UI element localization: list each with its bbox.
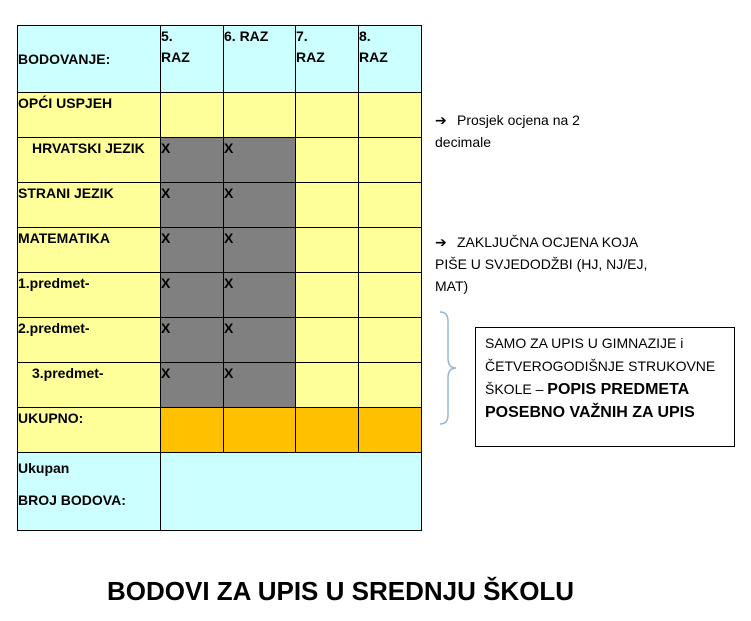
table-cell: X <box>224 138 296 183</box>
arrow-right-icon: ➔ <box>435 112 447 128</box>
scoring-table <box>17 25 422 531</box>
final-grade-note-text: ZAKLJUČNA OCJENA KOJA PIŠE U SVJEDODŽBI (HJ, NJ/EJ, MAT) <box>435 234 648 294</box>
table-cell <box>296 183 359 228</box>
table-cell <box>296 228 359 273</box>
row-label: HRVATSKI JEZIK <box>18 138 161 183</box>
table-cell: X <box>224 228 296 273</box>
table-cell <box>359 228 422 273</box>
table-cell <box>296 93 359 138</box>
average-note <box>435 109 635 153</box>
table-cell: X <box>224 273 296 318</box>
total-label: UKUPNO: <box>18 408 161 453</box>
table-cell <box>224 93 296 138</box>
header-col-5: 5. RAZ <box>161 26 224 93</box>
table-cell <box>296 138 359 183</box>
table-cell <box>296 363 359 408</box>
total-cell <box>224 408 296 453</box>
page-title: BODOVI ZA UPIS U SREDNJU ŠKOLU <box>107 576 575 606</box>
table-cell: X <box>161 273 224 318</box>
table-cell <box>296 273 359 318</box>
row-label: 2.predmet- <box>18 318 161 363</box>
total-cell <box>296 408 359 453</box>
table-cell <box>359 93 422 138</box>
table-cell <box>161 93 224 138</box>
header-col-7: 7. RAZ <box>296 26 359 93</box>
header-corner: BODOVANJE: <box>18 26 161 93</box>
table-cell <box>359 273 422 318</box>
table-cell: X <box>224 363 296 408</box>
points-label <box>18 453 161 531</box>
table-cell: X <box>161 363 224 408</box>
row-label: 3.predmet- <box>18 363 161 408</box>
points-label-line-1: Ukupan <box>18 460 70 476</box>
header-col-8: 8. RAZ <box>359 26 422 93</box>
average-note-text: Prosjek ocjena na 2 decimale <box>435 112 580 150</box>
table-cell: X <box>161 138 224 183</box>
arrow-right-icon: ➔ <box>435 234 447 250</box>
gymnasium-note-text: SAMO ZA UPIS U GIMNAZIJE i ČETVEROGODIŠNJE STRUKOVNE ŠKOLE – <box>485 335 716 397</box>
table-cell: X <box>224 183 296 228</box>
table-cell <box>359 183 422 228</box>
final-grade-note <box>435 231 655 297</box>
table-cell <box>359 138 422 183</box>
header-col-6: 6. RAZ <box>224 26 296 93</box>
total-cell <box>359 408 422 453</box>
row-label: OPĆI USPJEH <box>18 93 161 138</box>
gymnasium-note-strong: POPIS PREDMETA POSEBNO VAŽNIH ZA UPIS <box>485 381 695 421</box>
table-cell <box>359 318 422 363</box>
row-label: MATEMATIKA <box>18 228 161 273</box>
gymnasium-note-box <box>475 327 735 447</box>
curly-brace-icon <box>438 311 458 425</box>
table-cell <box>359 363 422 408</box>
total-cell <box>161 408 224 453</box>
points-label-line-2: BROJ BODOVA: <box>18 492 126 508</box>
table-cell <box>296 318 359 363</box>
table-cell: X <box>161 318 224 363</box>
row-label: 1.predmet- <box>18 273 161 318</box>
row-label: STRANI JEZIK <box>18 183 161 228</box>
table-cell: X <box>161 228 224 273</box>
table-cell: X <box>224 318 296 363</box>
points-value-cell <box>161 453 422 531</box>
table-cell: X <box>161 183 224 228</box>
